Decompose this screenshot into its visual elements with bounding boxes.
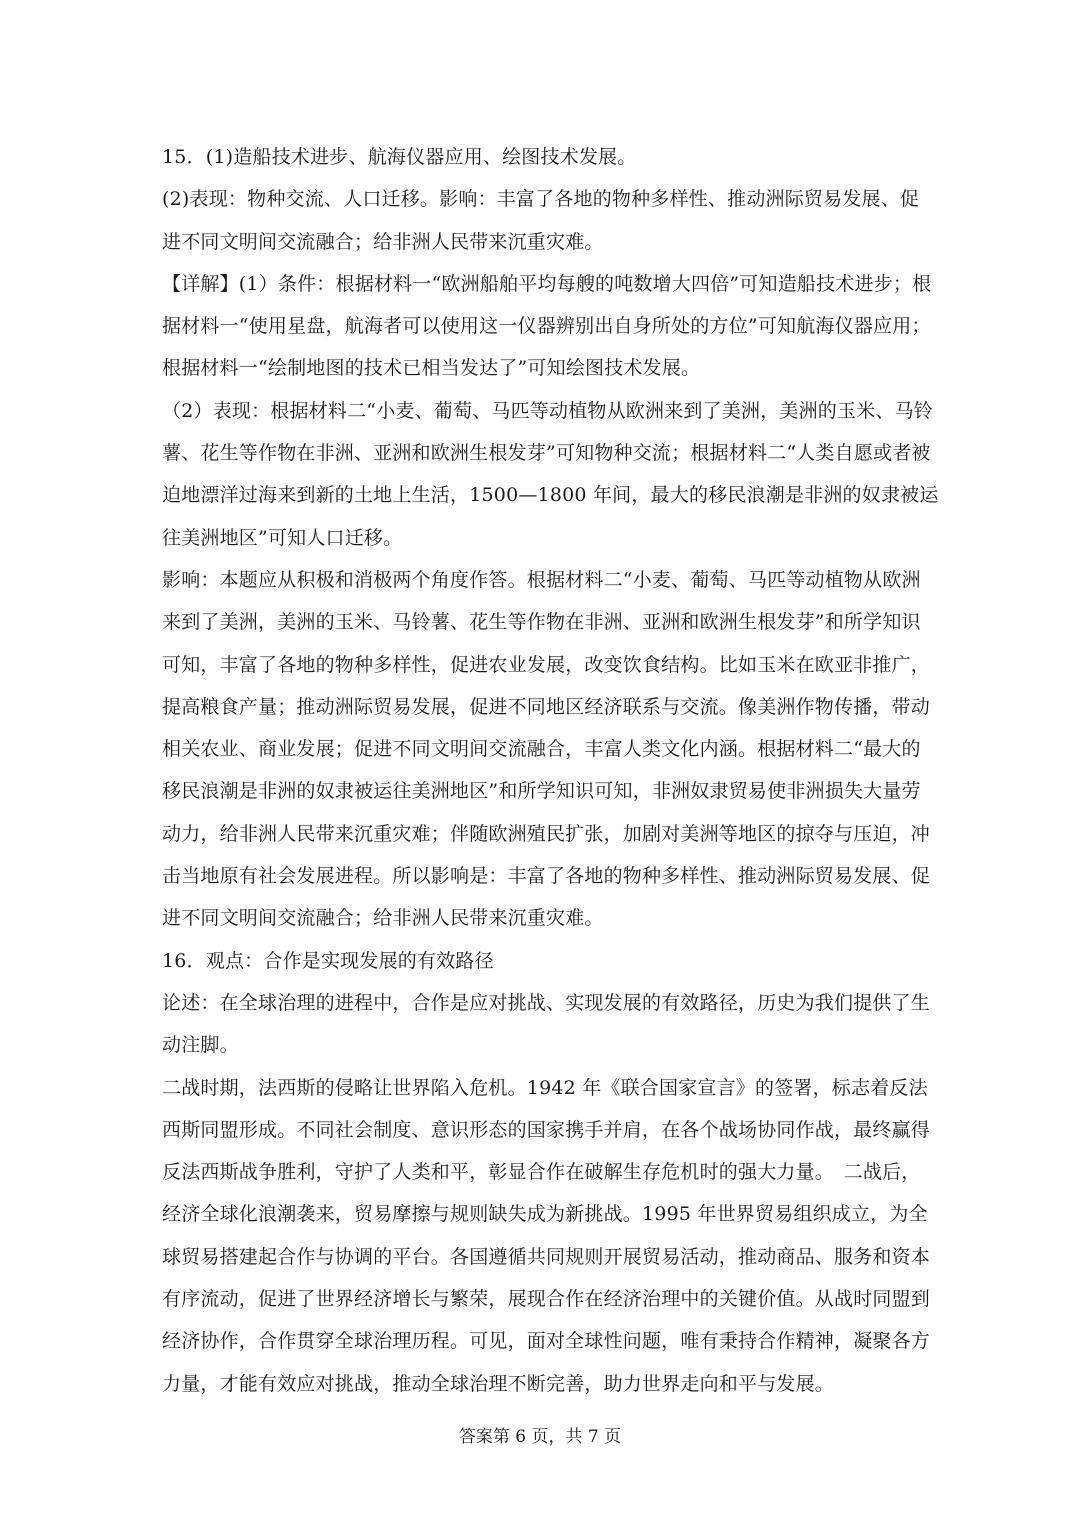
text-line: 移民浪潮是非洲的奴隶被运往美洲地区”和所学知识可知，非洲奴隶贸易使非洲损失大量劳 [162, 780, 921, 803]
text-line: 经济全球化浪潮袭来，贸易摩擦与规则缺失成为新挑战。1995 年世界贸易组织成立，为全 [162, 1203, 928, 1226]
text-line: 来到了美洲，美洲的玉米、马铃薯、花生等作物在非洲、亚洲和欧洲生根发芽”和所学知识 [162, 611, 921, 634]
text-line: 击当地原有社会发展进程。所以影响是：丰富了各地的物种多样性、推动洲际贸易发展、促 [162, 865, 931, 888]
text-line: 可知，丰富了各地的物种多样性，促进农业发展，改变饮食结构。比如玉米在欧亚非推广， [162, 653, 931, 676]
text-line: 往美洲地区”可知人口迁移。 [162, 526, 403, 549]
text-line: 薯、花生等作物在非洲、亚洲和欧洲生根发芽”可知物种交流；根据材料二“人类自愿或者被 [162, 442, 931, 465]
text-line: 16．观点：合作是实现发展的有效路径 [162, 949, 494, 972]
answer-text [162, 136, 939, 1405]
text-line: 动注脚。 [162, 1034, 239, 1057]
text-line: 根据材料一“绘制地图的技术已相当发达了”可知绘图技术发展。 [162, 357, 701, 380]
text-line: 有序流动，促进了世界经济增长与繁荣，展现合作在经济治理中的关键价值。从战时同盟到 [162, 1288, 931, 1311]
text-line: 二战时期，法西斯的侵略让世界陷入危机。1942 年《联合国家宣言》的签署，标志着反法 [162, 1076, 928, 1099]
text-line: 西斯同盟形成。不同社会制度、意识形态的国家携手并肩，在各个战场协同作战，最终赢得 [162, 1118, 931, 1141]
text-line: 据材料一“使用星盘，航海者可以使用这一仪器辨别出自身所处的方位”可知航海仪器应用； [162, 315, 931, 338]
text-line: 进不同文明间交流融合；给非洲人民带来沉重灾难。 [162, 907, 604, 930]
text-line: 动力，给非洲人民带来沉重灾难；伴随欧洲殖民扩张，加剧对美洲等地区的掠夺与压迫，冲 [162, 822, 931, 845]
text-line: 迫地漂洋过海来到新的土地上生活，1500—1800 年间，最大的移民浪潮是非洲的奴隶被运 [162, 484, 939, 507]
text-line: 反法西斯战争胜利，守护了人类和平，彰显合作在破解生存危机时的强大力量。 二战后， [162, 1161, 921, 1184]
text-line: 【详解】(1）条件：根据材料一“欧洲船舶平均每艘的吨数增大四倍”可知造船技术进步；根 [162, 272, 932, 295]
page-footer: 答案第 6 页，共 7 页 [458, 1427, 622, 1447]
text-line: 提高粮食产量；推动洲际贸易发展，促进不同地区经济联系与交流。像美洲作物传播，带动 [162, 695, 931, 718]
text-line: 球贸易搭建起合作与协调的平台。各国遵循共同规则开展贸易活动，推动商品、服务和资本 [162, 1245, 931, 1268]
text-line: 论述：在全球治理的进程中，合作是应对挑战、实现发展的有效路径，历史为我们提供了生 [162, 991, 931, 1014]
text-line: 进不同文明间交流融合；给非洲人民带来沉重灾难。 [162, 230, 604, 253]
text-line: 经济协作，合作贯穿全球治理历程。可见，面对全球性问题，唯有秉持合作精神，凝聚各方 [162, 1330, 931, 1353]
text-line: 影响：本题应从积极和消极两个角度作答。根据材料二“小麦、葡萄、马匹等动植物从欧洲 [162, 568, 921, 591]
text-line: 15．(1)造船技术进步、航海仪器应用、绘图技术发展。 [162, 146, 637, 168]
text-line: 相关农业、商业发展；促进不同文明间交流融合，丰富人类文化内涵。根据材料二“最大的 [162, 738, 921, 761]
text-line: 力量，才能有效应对挑战，推动全球治理不断完善，助力世界走向和平与发展。 [162, 1372, 835, 1395]
text-line: (2)表现：物种交流、人口迁移。影响：丰富了各地的物种多样性、推动洲际贸易发展、促 [162, 188, 920, 211]
text-line: （2）表现：根据材料二“小麦、葡萄、马匹等动植物从欧洲来到了美洲，美洲的玉米、马铃 [162, 399, 934, 422]
